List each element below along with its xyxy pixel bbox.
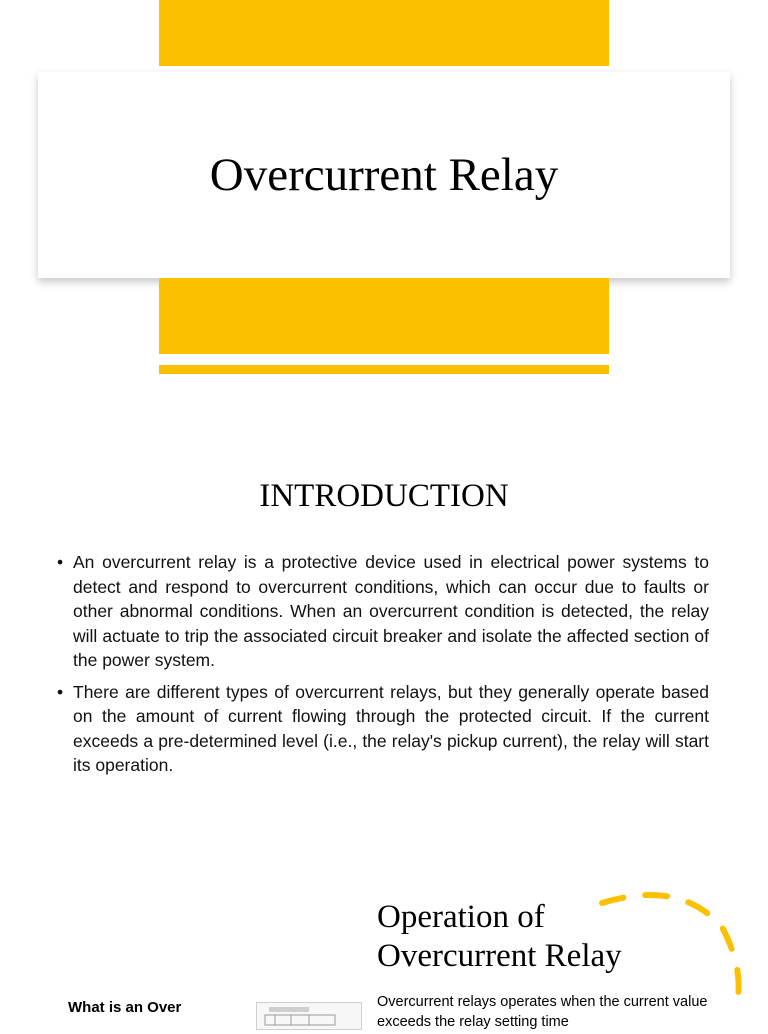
bullet-item xyxy=(57,680,709,778)
accent-bar-top xyxy=(159,0,609,66)
thumbnail-label: What is an Over xyxy=(68,999,182,1016)
diagram-thumbnail-graphic xyxy=(257,1003,361,1029)
diagram-thumbnail xyxy=(256,1002,362,1030)
accent-line xyxy=(159,365,609,374)
title-slide xyxy=(0,0,768,400)
accent-bar-middle xyxy=(159,278,609,354)
decorative-dashed-arc xyxy=(590,885,750,1024)
title-card xyxy=(38,72,730,278)
intro-heading: INTRODUCTION xyxy=(259,478,509,514)
intro-bullet-list xyxy=(57,550,709,785)
operation-text: Overcurrent relays operates when the current value exceeds the relay setting time xyxy=(377,994,708,1030)
bullet-text: An overcurrent relay is a protective device used in electrical power systems to detect and respond to overcurrent conditions, which can occur due to faults or other abnormal conditions. When an overcurrent condition is detected, the relay will actuate to trip the associated circuit breaker and isolate the affected section of the power system. xyxy=(73,552,709,670)
bullet-dot: • xyxy=(57,681,64,702)
slide-title: Overcurrent Relay xyxy=(209,149,559,201)
operation-title: Operation of Overcurrent Relay xyxy=(377,899,622,974)
bullet-dot: • xyxy=(57,552,64,572)
bullet-item xyxy=(57,550,709,673)
bullet-text: There are different types of overcurrent relays, but they generally operate based on the amount of current flowing through the protected circuit. If the current exceeds a pre-determined level (i.e., the relay's pickup current), the relay will start its operation. xyxy=(73,681,709,775)
